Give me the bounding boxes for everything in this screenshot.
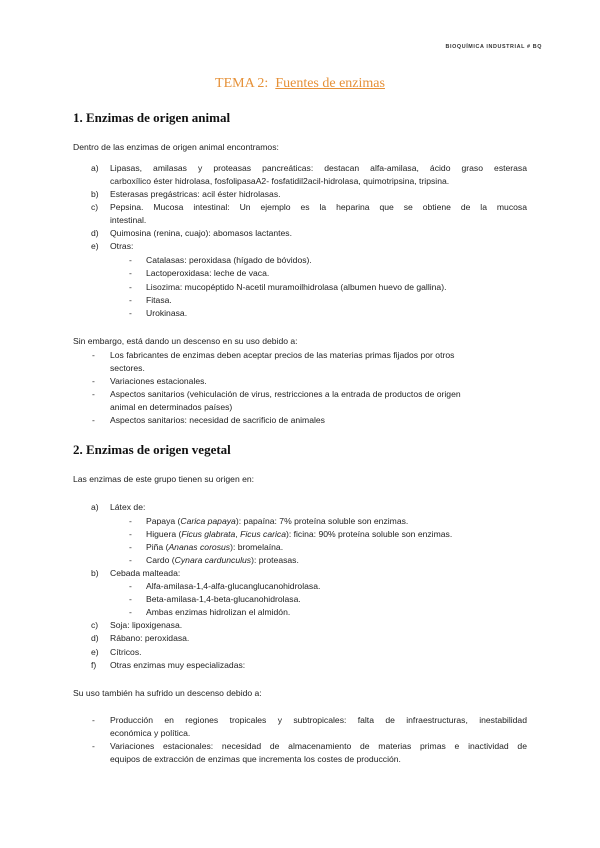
list-label: a)	[91, 163, 99, 173]
bullet-line: Variaciones estacionales: necesidad de almacenamiento de materias primas e inactividad de	[110, 741, 527, 751]
list-label: e)	[91, 241, 99, 251]
dash-bullet: -	[129, 308, 132, 318]
list-label: b)	[91, 189, 99, 199]
dash-bullet: -	[129, 529, 132, 539]
text-run: Higuera (	[146, 529, 182, 539]
list-item-line: Quimosina (renina, cuajo): abomasos lactantes.	[110, 228, 292, 238]
list-label: c)	[91, 202, 99, 212]
bullet-line: Producción en regiones tropicales y subtropicales: falta de infraestructuras, inestabilidad	[110, 715, 527, 725]
sublist-item	[146, 516, 408, 526]
list-label: b)	[91, 568, 99, 578]
dash-bullet: -	[92, 715, 95, 725]
list-item-line: Otras:	[110, 241, 134, 251]
dash-bullet: -	[129, 255, 132, 265]
list-item-line: Lipasas, amilasas y proteasas pancreáticas: destacan alfa-amilasa, ácido graso esterasa	[110, 163, 527, 173]
list-label: c)	[91, 620, 99, 630]
list-item-line: Otras enzimas muy especializadas:	[110, 660, 246, 670]
list-label: e)	[91, 647, 99, 657]
text-run: ): ficina: 90% proteína soluble son enzimas.	[285, 529, 453, 539]
dash-bullet: -	[129, 268, 132, 278]
list-item-line: Cebada malteada:	[110, 568, 181, 578]
list-label: a)	[91, 502, 99, 512]
bullet-line: económica y política.	[110, 728, 191, 738]
list-item-line: Soja: lipoxigenasa.	[110, 620, 183, 630]
bullet-line: Aspectos sanitarios: necesidad de sacrificio de animales	[110, 415, 325, 425]
sublist-item: Alfa-amilasa-1,4-alfa-glucanglucanohidrolasa.	[146, 581, 321, 591]
running-header: BIOQUÍMICA INDUSTRIAL # BQ	[445, 44, 542, 50]
bullet-line: Aspectos sanitarios (vehiculación de virus, restricciones a la entrada de productos de origen	[110, 389, 461, 399]
scientific-name: Cynara cardunculus	[174, 555, 252, 565]
scientific-name: Carica papaya	[180, 516, 236, 526]
list-label: d)	[91, 228, 99, 238]
dash-bullet: -	[129, 555, 132, 565]
dash-bullet: -	[129, 581, 132, 591]
page-title	[0, 76, 600, 92]
section-intro: Dentro de las enzimas de origen animal encontramos:	[73, 142, 279, 152]
section-heading: 1. Enzimas de origen animal	[73, 110, 231, 125]
text-run: Piña (	[146, 542, 169, 552]
dash-bullet: -	[92, 350, 95, 360]
scientific-name: Ficus carica	[240, 529, 286, 539]
list-label: d)	[91, 633, 99, 643]
sublist-item: Catalasas: peroxidasa (hígado de bóvidos).	[146, 255, 312, 265]
sublist-item: Urokinasa.	[146, 308, 188, 318]
list-item-line: Látex de:	[110, 502, 146, 512]
sublist-item	[146, 542, 283, 552]
sublist-item: Fitasa.	[146, 295, 172, 305]
sublist-item: Lactoperoxidasa: leche de vaca.	[146, 268, 270, 278]
paragraph: Sin embargo, está dando un descenso en su uso debido a:	[73, 336, 298, 346]
sublist-item: Beta-amilasa-1,4-beta-glucanohidrolasa.	[146, 594, 301, 604]
dash-bullet: -	[129, 282, 132, 292]
text-run: Papaya (	[146, 516, 181, 526]
bullet-line: Los fabricantes de enzimas deben aceptar precios de las materias primas fijados por otros	[110, 350, 455, 360]
dash-bullet: -	[129, 516, 132, 526]
sublist-item	[146, 529, 452, 539]
section-intro: Las enzimas de este grupo tienen su origen en:	[73, 474, 255, 484]
bullet-line: animal en determinados países)	[110, 402, 233, 412]
dash-bullet: -	[129, 295, 132, 305]
bullet-line: Variaciones estacionales.	[110, 376, 207, 386]
sublist-item	[146, 555, 299, 565]
section-heading: 2. Enzimas de origen vegetal	[73, 442, 231, 457]
dash-bullet: -	[129, 542, 132, 552]
bullet-line: equipos de extracción de enzimas que incrementa los costes de producción.	[110, 754, 401, 764]
list-item-line: Pepsina. Mucosa intestinal: Un ejemplo es la heparina que se obtiene de la mucosa	[110, 202, 527, 212]
dash-bullet: -	[129, 607, 132, 617]
text-run: ): bromelaína.	[230, 542, 284, 552]
dash-bullet: -	[92, 741, 95, 751]
paragraph: Su uso también ha sufrido un descenso debido a:	[73, 688, 262, 698]
list-label: f)	[91, 660, 97, 670]
sublist-item: Ambas enzimas hidrolizan el almidón.	[146, 607, 291, 617]
title-subtitle: Fuentes de enzimas	[275, 76, 385, 91]
text-run: Cardo (	[146, 555, 175, 565]
dash-bullet: -	[129, 594, 132, 604]
sublist-item: Lisozima: mucopéptido N-acetil muramoilhidrolasa (albumen huevo de gallina).	[146, 282, 447, 292]
dash-bullet: -	[92, 376, 95, 386]
scientific-name: Ananas corosus	[168, 542, 231, 552]
list-item-line: Esterasas pregástricas: acil éster hidrolasas.	[110, 189, 281, 199]
text-run: ): proteasas.	[251, 555, 299, 565]
list-item-line: Cítricos.	[110, 647, 142, 657]
text-run: ): papaína: 7% proteína soluble son enzimas.	[235, 516, 409, 526]
list-item-line: intestinal.	[110, 215, 147, 225]
scientific-name: Ficus glabrata	[181, 529, 236, 539]
list-item-line: carboxílico éster hidrolasa, fosfolipasaA2- fosfatidil2acil-hidrolasa, quimotripsina, tripsina.	[110, 176, 450, 186]
dash-bullet: -	[92, 415, 95, 425]
bullet-line: sectores.	[110, 363, 145, 373]
title-prefix: TEMA 2:	[215, 76, 269, 91]
list-item-line: Rábano: peroxidasa.	[110, 633, 190, 643]
text-run: ,	[235, 529, 241, 539]
dash-bullet: -	[92, 389, 95, 399]
